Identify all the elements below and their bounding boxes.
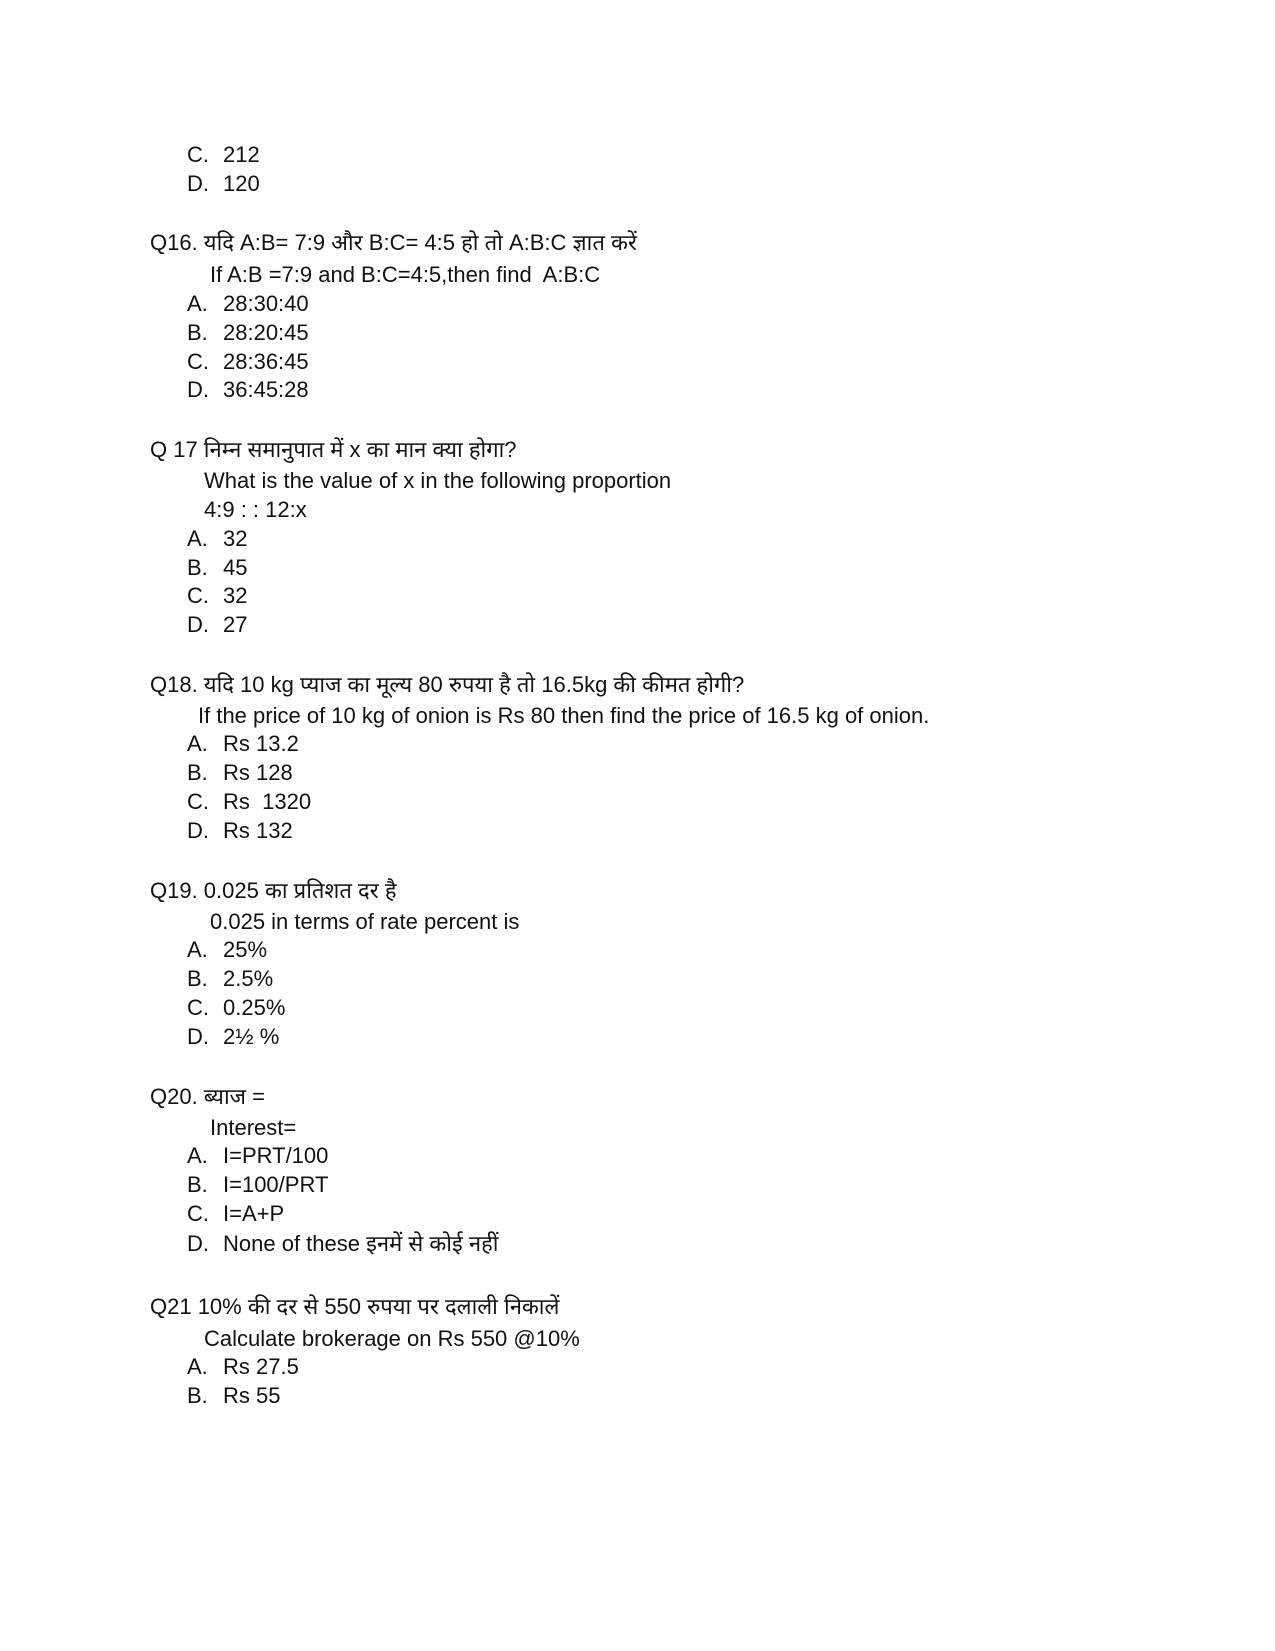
option-d: D. 2½ %	[187, 1024, 280, 1049]
option-c: C. I=A+P	[187, 1201, 285, 1226]
option-b: B. Rs 55	[187, 1383, 281, 1408]
option-b: B. 45	[187, 555, 248, 580]
option-b: B. I=100/PRT	[187, 1172, 329, 1197]
option-b: B. Rs 128	[187, 760, 293, 785]
question-english: What is the value of x in the following proportion	[204, 468, 672, 493]
question-heading: Q 17 निम्न समानुपात में x का मान क्या होगा?	[150, 437, 517, 462]
option-d: D. None of these इनमें से कोई नहीं	[187, 1231, 499, 1256]
option-d: D. 36:45:28	[187, 377, 309, 402]
option-c: C. 28:36:45	[187, 349, 309, 374]
option-a: A. 28:30:40	[187, 291, 309, 316]
question-english: If A:B =7:9 and B:C=4:5,then find A:B:C	[210, 262, 601, 287]
option-b: B. 2.5%	[187, 966, 274, 991]
question-english-proportion: 4:9 : : 12:x	[204, 497, 307, 522]
question-heading: Q18. यदि 10 kg प्याज का मूल्य 80 रुपया है तो 16.5kg की कीमत होगी?	[150, 672, 745, 697]
question-english: If the price of 10 kg of onion is Rs 80 then find the price of 16.5 kg of onion.	[198, 703, 930, 728]
option-c: C. 32	[187, 583, 248, 608]
option-c: C. Rs 1320	[187, 789, 312, 814]
option-c: C. 0.25%	[187, 995, 286, 1020]
option-a: A. I=PRT/100	[187, 1143, 329, 1168]
option-a: A. 32	[187, 526, 248, 551]
option-c: C. 212	[187, 142, 260, 167]
question-heading: Q19. 0.025 का प्रतिशत दर है	[150, 878, 397, 903]
option-d: D. Rs 132	[187, 818, 293, 843]
question-heading: Q16. यदि A:B= 7:9 और B:C= 4:5 हो तो A:B:C ज्ञात करें	[150, 230, 637, 255]
option-a: A. 25%	[187, 937, 268, 962]
question-english: 0.025 in terms of rate percent is	[210, 909, 520, 934]
question-english: Calculate brokerage on Rs 550 @10%	[204, 1326, 580, 1351]
option-a: A. Rs 27.5	[187, 1354, 299, 1379]
option-d: D. 27	[187, 612, 248, 637]
option-d: D. 120	[187, 171, 260, 196]
option-b: B. 28:20:45	[187, 320, 309, 345]
question-heading: Q21 10% की दर से 550 रुपया पर दलाली निकालें	[150, 1294, 560, 1319]
question-heading: Q20. ब्याज =	[150, 1084, 265, 1109]
question-english: Interest=	[210, 1115, 297, 1140]
option-a: A. Rs 13.2	[187, 731, 299, 756]
